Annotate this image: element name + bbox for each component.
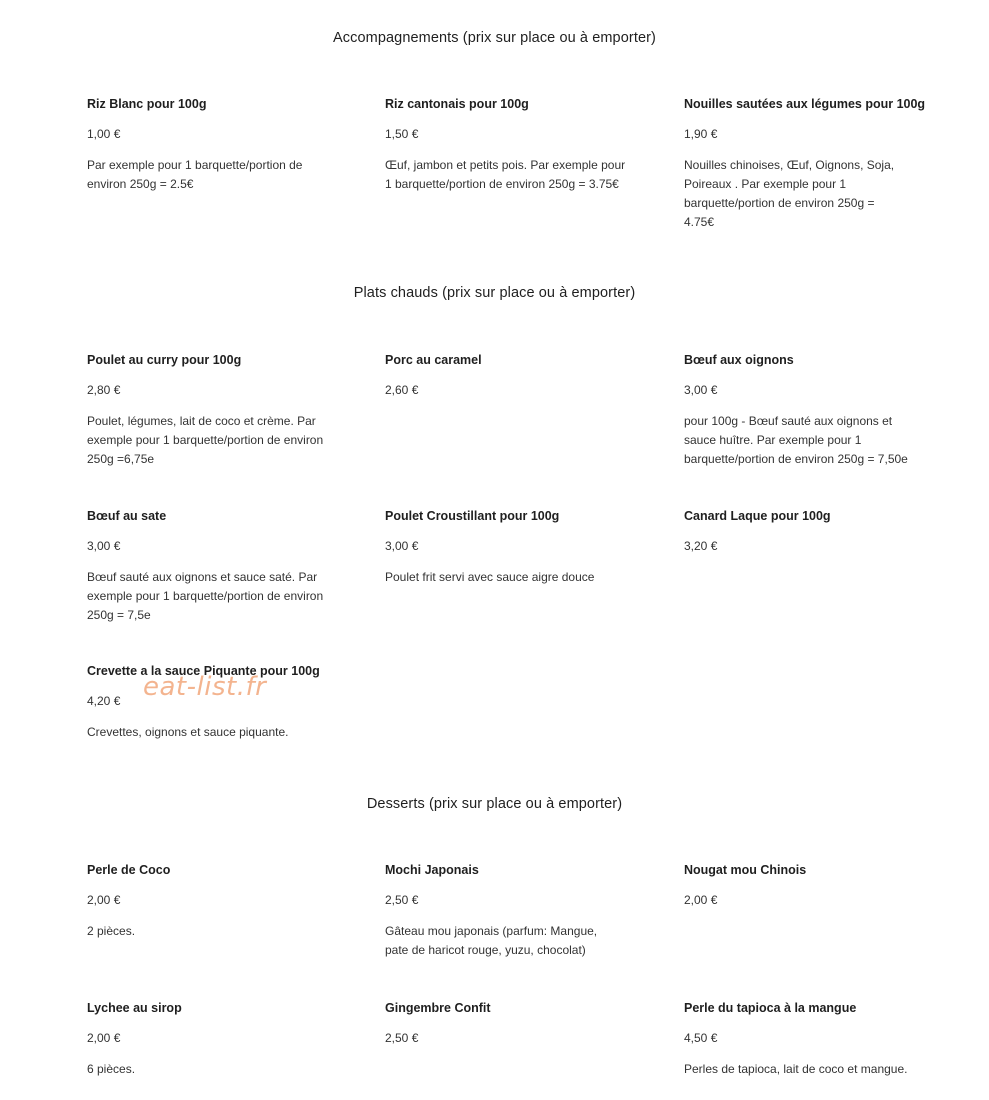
item-name: Lychee au sirop — [87, 1001, 182, 1015]
item-name: Nougat mou Chinois — [684, 863, 807, 877]
item-name: Canard Laque pour 100g — [684, 509, 831, 523]
item-price: 2,50 € — [385, 893, 419, 907]
watermark-text: eat-list.fr — [143, 672, 267, 702]
item-price: 3,00 € — [87, 539, 121, 553]
item-name: Perle de Coco — [87, 863, 171, 877]
section-title: Accompagnements (prix sur place ou à emporter) — [333, 30, 656, 46]
menu-item — [87, 1000, 332, 1079]
item-description: 6 pièces. — [87, 1062, 136, 1076]
item-price: 2,00 € — [87, 893, 121, 907]
item-name: Riz cantonais pour 100g — [385, 97, 529, 111]
item-description: pour 100g - Bœuf sauté aux oignons et sauce huître. Par exemple pour 1 barquette/portion de environ 250g = 7,50e — [684, 414, 908, 466]
item-name: Porc au caramel — [385, 353, 482, 367]
item-name: Nouilles sautées aux légumes pour 100g — [684, 97, 926, 111]
menu-item — [385, 1000, 630, 1046]
item-price: 2,80 € — [87, 383, 121, 397]
menu-item — [385, 508, 630, 587]
item-description: Perles de tapioca, lait de coco et mangue. — [684, 1062, 908, 1076]
item-price: 3,00 € — [385, 539, 419, 553]
item-price: 3,20 € — [684, 539, 718, 553]
menu-item — [87, 862, 332, 941]
item-description: Crevettes, oignons et sauce piquante. — [87, 725, 289, 739]
item-description: Gâteau mou japonais (parfum: Mangue, pate de haricot rouge, yuzu, chocolat) — [385, 924, 598, 957]
item-price: 2,00 € — [684, 893, 718, 907]
menu-item — [385, 96, 630, 194]
item-description: Poulet, légumes, lait de coco et crème. Par exemple pour 1 barquette/portion de environ 250g =6,75e — [87, 414, 324, 466]
item-name: Bœuf au sate — [87, 509, 167, 523]
item-price: 3,00 € — [684, 383, 718, 397]
item-name: Mochi Japonais — [385, 863, 479, 877]
item-name: Perle du tapioca à la mangue — [684, 1001, 857, 1015]
menu-item — [87, 508, 332, 625]
item-description: Par exemple pour 1 barquette/portion de environ 250g = 2.5€ — [87, 158, 303, 191]
menu-item — [684, 508, 929, 554]
menu-item — [385, 352, 630, 398]
section-title: Plats chauds (prix sur place ou à emporter) — [353, 285, 636, 301]
item-price: 2,60 € — [385, 383, 419, 397]
item-name: Bœuf aux oignons — [684, 353, 794, 367]
item-price: 2,00 € — [87, 1031, 121, 1045]
menu-item — [684, 1000, 944, 1079]
section-title: Desserts (prix sur place ou à emporter) — [366, 796, 623, 812]
item-name: Poulet au curry pour 100g — [87, 353, 242, 367]
menu-item — [684, 352, 934, 469]
menu-item — [684, 862, 929, 908]
item-description: Poulet frit servi avec sauce aigre douce — [385, 570, 595, 584]
menu-item — [684, 96, 924, 232]
menu-item — [87, 352, 332, 469]
item-name: Gingembre Confit — [385, 1001, 491, 1015]
item-price: 1,00 € — [87, 127, 121, 141]
menu-item — [87, 96, 332, 194]
menu-item — [385, 862, 630, 960]
item-name: Crevette a la sauce Piquante pour 100g — [87, 664, 320, 678]
item-price: 4,50 € — [684, 1031, 718, 1045]
item-description: Bœuf sauté aux oignons et sauce saté. Par exemple pour 1 barquette/portion de environ 250g = 7,5e — [87, 570, 324, 622]
item-name: Riz Blanc pour 100g — [87, 97, 207, 111]
item-description: Œuf, jambon et petits pois. Par exemple pour 1 barquette/portion de environ 250g = 3.75€ — [385, 158, 626, 191]
item-name: Poulet Croustillant pour 100g — [385, 509, 560, 523]
item-price: 4,20 € — [87, 694, 121, 708]
item-description: Nouilles chinoises, Œuf, Oignons, Soja, Poireaux . Par exemple pour 1 barquette/portion de environ 250g = 4.75€ — [684, 158, 895, 229]
item-price: 1,90 € — [684, 127, 718, 141]
item-description: 2 pièces. — [87, 924, 136, 938]
item-price: 1,50 € — [385, 127, 419, 141]
item-price: 2,50 € — [385, 1031, 419, 1045]
